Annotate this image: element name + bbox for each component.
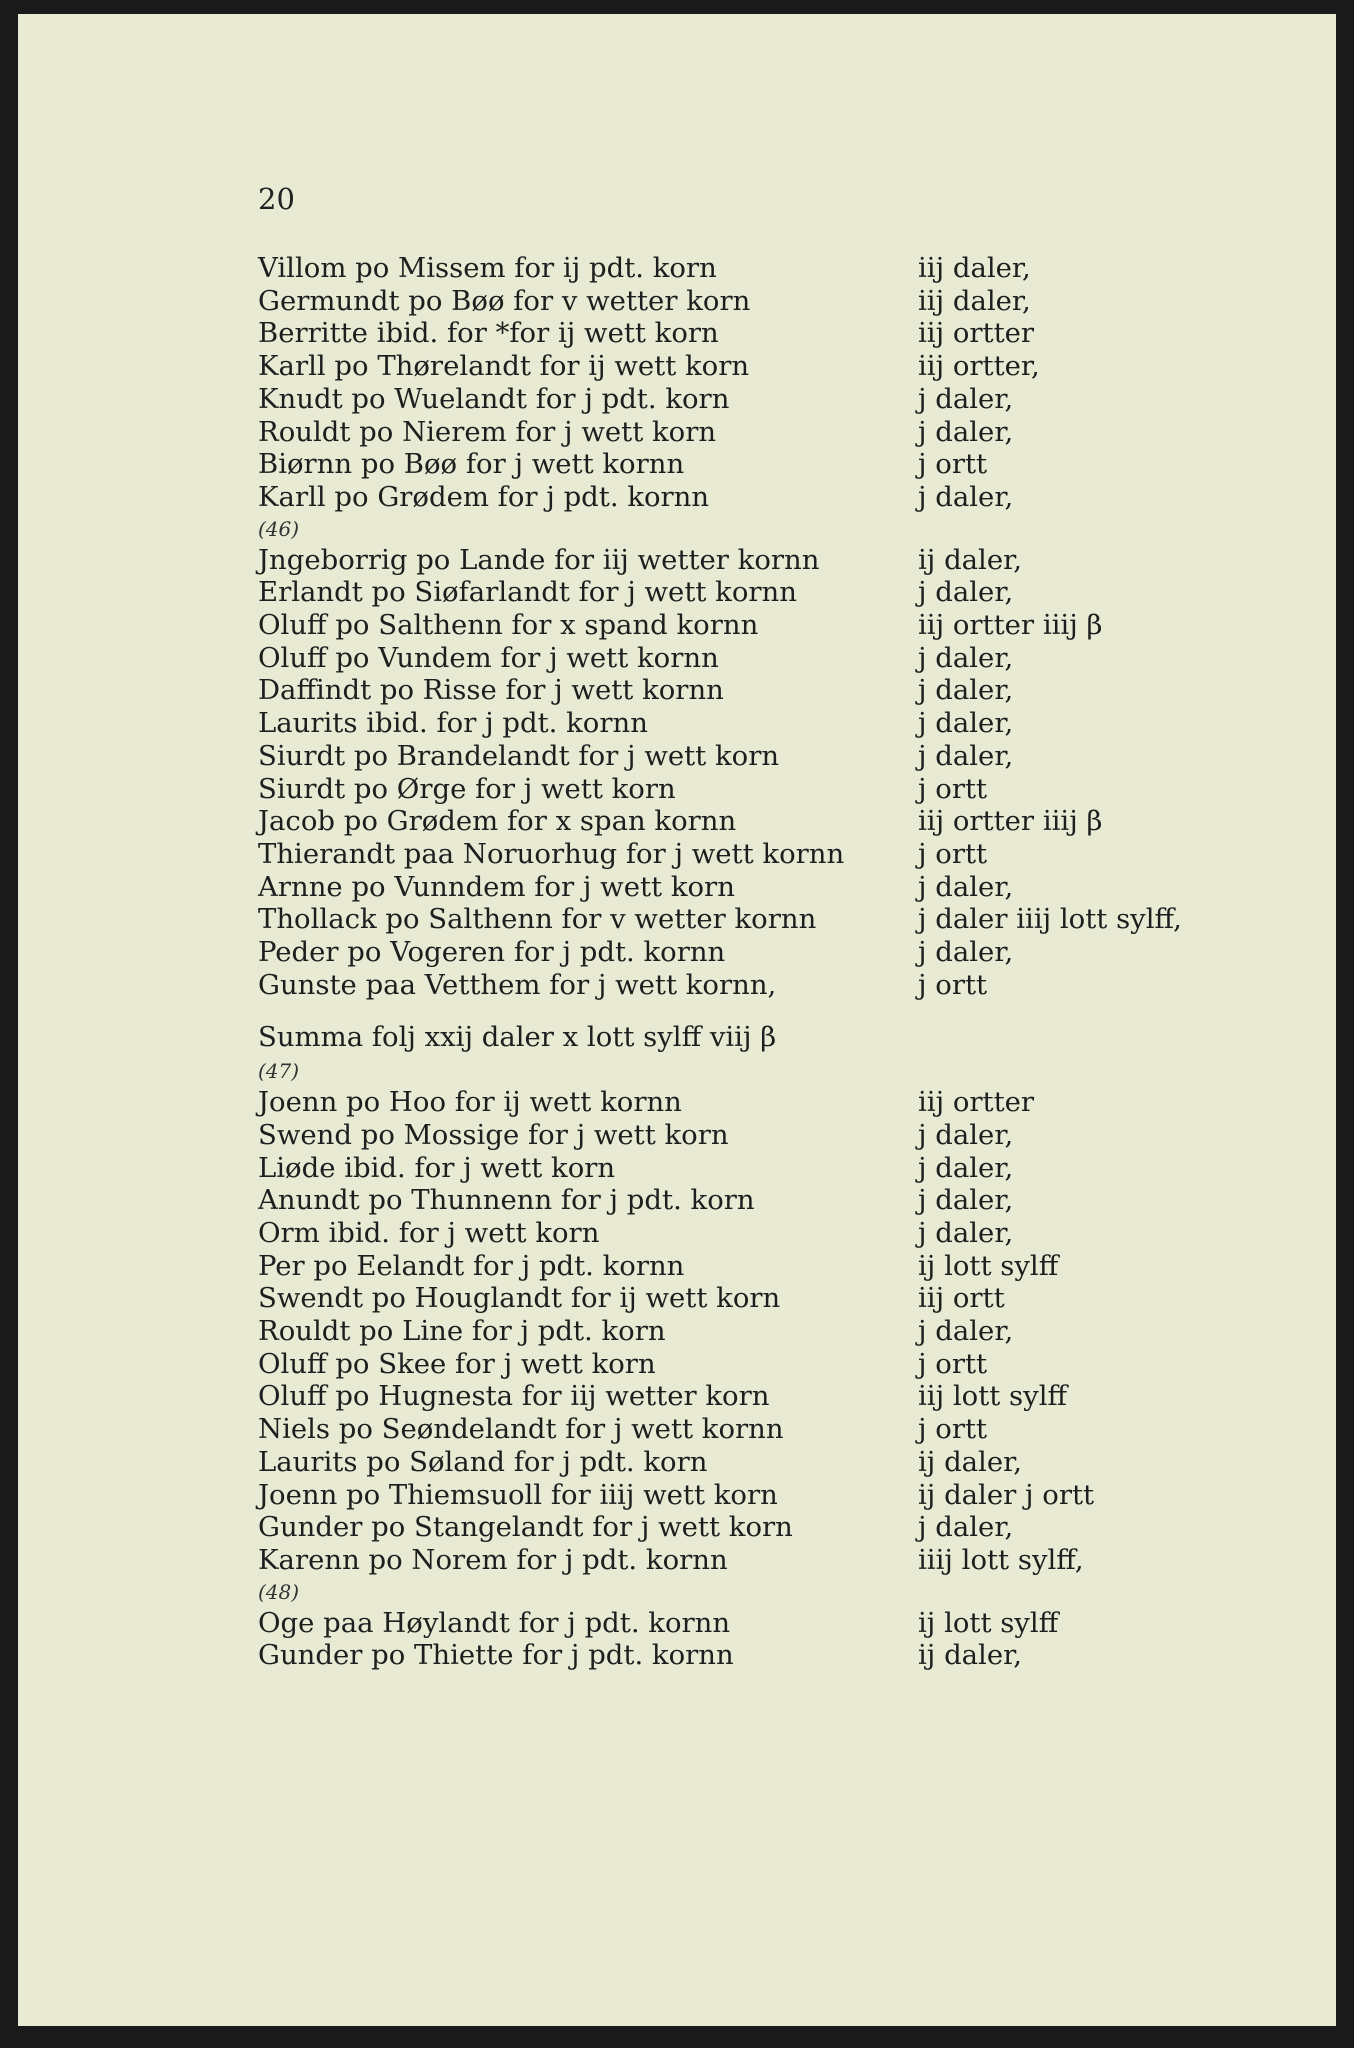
entry-amount: j ortt (918, 968, 988, 1001)
entry-description: Peder po Vogeren for j pdt. kornn (258, 936, 726, 968)
ledger-row (258, 1119, 1258, 1151)
entry-description: Swendt po Houglandt for ij wett korn (258, 1282, 781, 1315)
ledger-row (258, 707, 1258, 739)
ledger-row (258, 903, 1258, 935)
entry-amount: j ortt (918, 448, 988, 481)
ledger-row (258, 285, 1258, 317)
entry-amount: ij daler, (918, 543, 1022, 576)
entry-description: Liøde ibid. for j wett korn (258, 1151, 616, 1184)
entry-description: Karll po Grødem for j pdt. kornn (258, 480, 710, 513)
entry-amount: iij daler, (918, 284, 1031, 317)
entry-amount: j daler, (918, 1315, 1014, 1347)
entry-amount: ij daler, (918, 1639, 1022, 1672)
entry-description: Gunste paa Vetthem for j wett kornn, (258, 968, 777, 1001)
entry-description: Rouldt po Nierem for j wett korn (258, 415, 717, 448)
entry-description: Berritte ibid. for *for ij wett korn (258, 317, 719, 350)
ledger-row (258, 1479, 1258, 1511)
ledger-row (258, 1315, 1258, 1347)
entry-amount: ij lott sylff (918, 1606, 1059, 1639)
ledger-row (258, 805, 1258, 837)
ledger-row (258, 609, 1258, 641)
ledger-row (258, 1639, 1258, 1671)
entry-description: Joenn po Thiemsuoll for iiij wett korn (258, 1478, 778, 1511)
ledger-row (258, 350, 1258, 382)
entry-description: Erlandt po Siøfarlandt for j wett kornn (258, 576, 797, 609)
entry-amount: ij daler, (918, 1445, 1022, 1478)
entry-amount: iiij lott sylff, (918, 1543, 1084, 1576)
entry-description: Thollack po Salthenn for v wetter kornn (258, 903, 817, 936)
entry-amount: j ortt (918, 1347, 988, 1380)
ledger-row (258, 871, 1258, 903)
ledger-row (258, 1184, 1258, 1216)
entry-amount: j daler, (918, 1184, 1014, 1217)
entry-description: Joenn po Hoo for ij wett kornn (258, 1086, 682, 1119)
entry-amount: iij daler, (918, 252, 1031, 284)
ledger-row (258, 1152, 1258, 1184)
entry-amount: j daler, (918, 1511, 1014, 1544)
entry-description: Karll po Thørelandt for ij wett korn (258, 350, 750, 383)
ledger-row (258, 1348, 1258, 1380)
entry-description: Laurits ibid. for j pdt. kornn (258, 707, 648, 740)
entry-description: Oluff po Salthenn for x spand kornn (258, 609, 759, 641)
entry-amount: ij lott sylff (918, 1249, 1059, 1282)
entry-amount: iij ortter (918, 1086, 1035, 1119)
entry-description: Oluff po Skee for j wett korn (258, 1347, 656, 1380)
entry-description: Villom po Missem for ij pdt. korn (258, 252, 717, 284)
entry-description: Siurdt po Brandelandt for j wett korn (258, 739, 780, 772)
entry-amount: iij ortter iiij β (918, 609, 1103, 641)
entry-amount: j ortt (918, 1413, 988, 1446)
ledger-row (258, 1282, 1258, 1314)
entry-description: Oge paa Høylandt for j pdt. kornn (258, 1606, 731, 1639)
entry-description: Swend po Mossige for j wett korn (258, 1118, 729, 1151)
entry-description: Gunder po Thiette for j pdt. kornn (258, 1639, 734, 1672)
entry-description: Jngeborrig po Lande for iij wetter kornn (258, 543, 820, 576)
entry-amount: j ortt (918, 772, 988, 805)
ledger-row (258, 838, 1258, 870)
ledger-row (258, 416, 1258, 448)
ledger-row (258, 773, 1258, 805)
entry-description: Karenn po Norem for j pdt. kornn (258, 1543, 728, 1576)
ledger-row (258, 252, 1258, 284)
entry-description: Daffindt po Risse for j wett kornn (258, 674, 724, 707)
folio-marker: (46) (258, 516, 300, 541)
entry-amount: iij ortter (918, 317, 1035, 350)
entry-amount: j ortt (918, 837, 988, 870)
entry-amount: j daler, (918, 1118, 1014, 1151)
entry-description: Laurits po Søland for j pdt. korn (258, 1445, 708, 1478)
entry-amount: j daler, (918, 415, 1014, 448)
ledger-row (258, 1446, 1258, 1478)
entry-amount: iij lott sylff (918, 1380, 1068, 1413)
entry-description: Thierandt paa Noruorhug for j wett kornn (258, 837, 845, 870)
ledger-row (258, 740, 1258, 772)
entry-description: Gunder po Stangelandt for j wett korn (258, 1511, 793, 1544)
entry-description: Orm ibid. for j wett korn (258, 1216, 600, 1249)
entry-description: Per po Eelandt for j pdt. kornn (258, 1249, 685, 1282)
ledger-row (258, 642, 1258, 674)
entry-description: Jacob po Grødem for x span kornn (258, 805, 737, 838)
entry-amount: iij ortter, (918, 350, 1040, 383)
entry-amount: j daler, (918, 739, 1014, 772)
entry-description: Anundt po Thunnenn for j pdt. korn (258, 1184, 755, 1217)
ledger-row (258, 481, 1258, 513)
entry-amount: ij daler j ortt (918, 1478, 1095, 1511)
ledger-row (258, 936, 1258, 968)
ledger-row (258, 1544, 1258, 1576)
entry-amount: j daler, (918, 707, 1014, 740)
entry-description: Oluff po Vundem for j wett kornn (258, 641, 719, 674)
ledger-row (258, 383, 1258, 415)
entry-amount: iij ortt (918, 1282, 1005, 1315)
entry-description: Oluff po Hugnesta for iij wetter korn (258, 1380, 770, 1413)
ledger-row (258, 969, 1258, 1001)
entry-amount: j daler, (918, 382, 1014, 415)
entry-description: Arnne po Vunndem for j wett korn (258, 870, 735, 903)
ledger-row (258, 1607, 1258, 1639)
ledger-row (258, 576, 1258, 608)
entry-amount: j daler, (918, 576, 1014, 609)
page-number: 20 (258, 182, 295, 216)
ledger-row (258, 1413, 1258, 1445)
ledger-row (258, 1250, 1258, 1282)
entry-amount: j daler, (918, 1151, 1014, 1184)
summa-total: Summa folj xxij daler x lott sylff viij β (258, 1021, 777, 1054)
entry-description: Niels po Seøndelandt for j wett kornn (258, 1413, 784, 1446)
ledger-row (258, 448, 1258, 480)
entry-description: Germundt po Bøø for v wetter korn (258, 284, 751, 317)
entry-description: Siurdt po Ørge for j wett korn (258, 772, 676, 805)
ledger-row (258, 1511, 1258, 1543)
entry-amount: j daler, (918, 641, 1014, 674)
ledger-row (258, 674, 1258, 706)
entry-amount: j daler iiij lott sylff, (918, 903, 1182, 936)
entry-description: Rouldt po Line for j pdt. korn (258, 1315, 666, 1347)
entry-amount: j daler, (918, 1216, 1014, 1249)
entry-amount: j daler, (918, 870, 1014, 903)
ledger-row (258, 1086, 1258, 1118)
entry-amount: j daler, (918, 480, 1014, 513)
entry-description: Biørnn po Bøø for j wett kornn (258, 448, 685, 481)
entry-amount: j daler, (918, 936, 1014, 968)
document-page (18, 14, 1336, 2026)
ledger-row (258, 317, 1258, 349)
entry-amount: j daler, (918, 674, 1014, 707)
entry-description: Knudt po Wuelandt for j pdt. korn (258, 382, 730, 415)
ledger-row (258, 1217, 1258, 1249)
ledger-row (258, 544, 1258, 576)
folio-marker: (47) (258, 1059, 300, 1084)
entry-amount: iij ortter iiij β (918, 805, 1103, 838)
ledger-row (258, 1380, 1258, 1412)
folio-marker: (48) (258, 1579, 300, 1604)
